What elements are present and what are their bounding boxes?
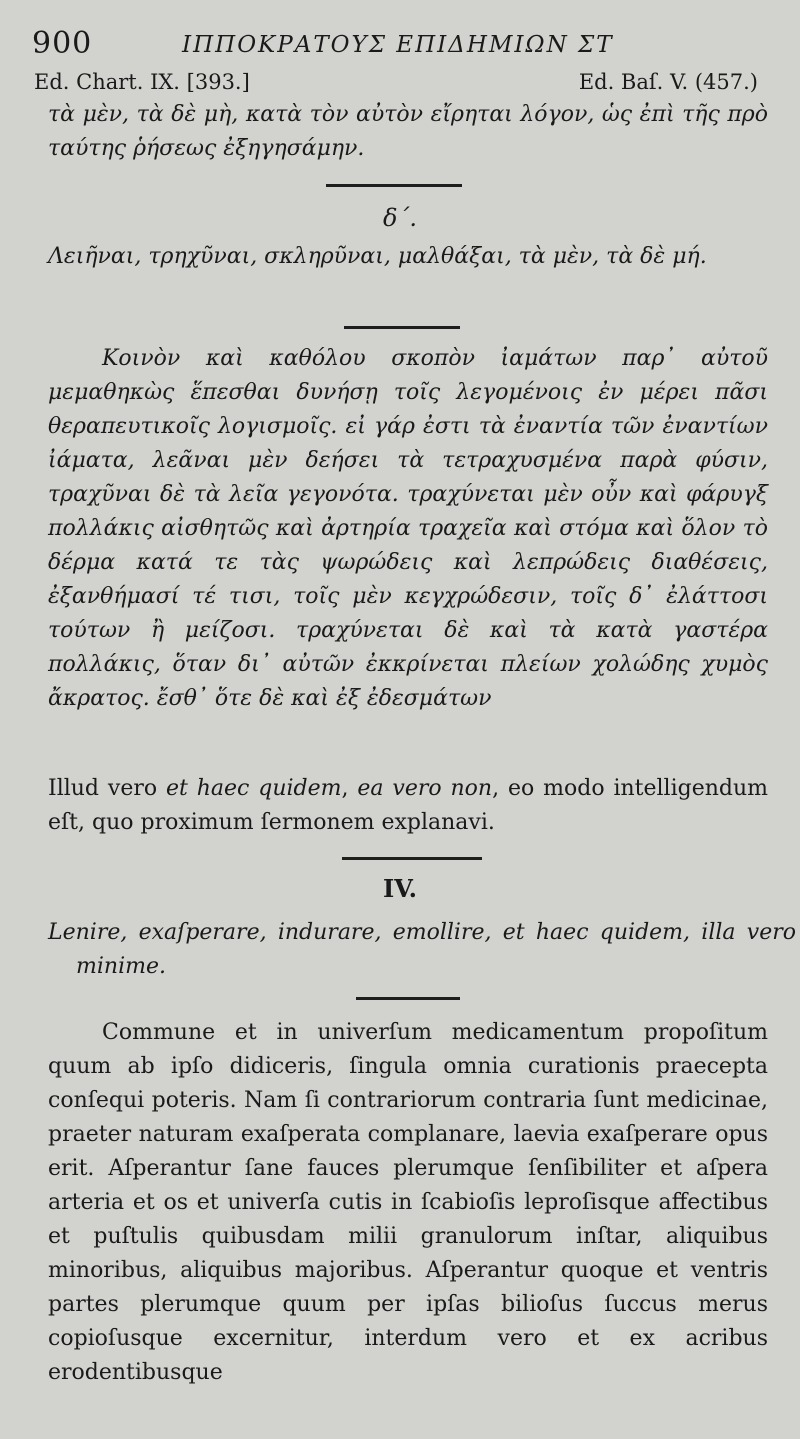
greek-aphorism: Λειῆναι, τρηχῦναι, σκληρῦναι, μαλθάξαι, τὰ μὲν, τὰ δὲ μή. [48,244,707,269]
latin-opening-text: Illud vero [48,776,166,801]
section-divider [326,184,462,187]
latin-aphorism: Lenire, exaſperare, indurare, emollire, et haec quidem, illa vero minime. [48,920,796,979]
page-header [32,26,760,66]
greek-section-number: δ΄. [382,204,418,232]
latin-opening-text: , eo modo intelligendum eſt, quo proximum ſermonem explanavi. [48,776,769,835]
latin-opening-text: , [341,776,358,801]
latin-commentary: Commune et in univerſum medicamentum propoſitum quum ab ipſo didiceris, ſingula omnia curationis praecepta conſequi poteris. Nam ſi contrariorum contraria ſunt medicinae, praeter naturam exaſperata complanare, laevia exaſperare opus erit. Aſperantur ſane fauces plerumque ſenſibiliter et aſpera arteria et os et univerſa cutis in ſcabioſis leproſisque affectibus et puſtulis quibusdam milii granulorum inſtar, aliquibus minoribus, aliquibus majoribus. Aſperantur quoque et ventris partes plerumque quum per ipſas bilioſus ſuccus merus copioſusque excernitur, interdum vero et ex acribus erodentibusque [48,1020,768,1385]
edition-reference-left: Ed. Chart. IX. [393.] [34,70,250,94]
page-number: 900 [32,26,93,61]
edition-reference-right: Ed. Baſ. V. (457.) [578,70,758,94]
latin-opening-emphasis: ea vero non [357,776,493,801]
section-divider [344,326,460,329]
latin-section-number: IV. [382,874,417,903]
section-divider [342,857,482,860]
running-title: ΙΠΠΟΚΡΑΤΟΥΣ ΕΠΙΔΗΜΙΩΝ ΣΤ [182,32,614,58]
latin-opening-paragraph [48,772,768,840]
latin-opening-emphasis: et haec quidem [166,776,342,801]
greek-commentary: Κοινὸν καὶ καθόλου σκοπὸν ἰαμάτων παρ᾽ αὐτοῦ μεμαθηκὼς ἕπεσθαι δυνήσῃ τοῖς λεγομένοις ἐν μέρει πᾶσι θεραπευτικοῖς λογισμοῖς. εἰ γάρ ἐστι τὰ ἐναντία τῶν ἐναντίων ἰάματα, λεᾶναι μὲν δεήσει τὰ τετραχυσμένα παρὰ φύσιν, τραχῦναι δὲ τὰ λεῖα γεγονότα. τραχύνεται μὲν οὖν καὶ φάρυγξ πολλάκις αἰσθητῶς καὶ ἀρτηρία τραχεῖα καὶ στόμα καὶ ὅλον τὸ δέρμα κατά τε τὰς ψωρώδεις καὶ λεπρώδεις διαθέσεις, ἐξανθήμασί τέ τισι, τοῖς μὲν κεγχρώδεσιν, τοῖς δ᾽ ἐλάττοσι τούτων ἢ μείζοσι. τραχύνεται δὲ καὶ τὰ κατὰ γαστέρα πολλάκις, ὅταν δι᾽ αὐτῶν ἐκκρίνεται πλείων χολώδης χυμὸς ἄκρατος. ἔσθ᾽ ὅτε δὲ καὶ ἐξ ἐδεσμάτων [48,346,768,711]
greek-opening-paragraph: τὰ μὲν, τὰ δὲ μὴ, κατὰ τὸν αὐτὸν εἴρηται λόγον, ὡς ἐπὶ τῆς πρὸ ταύτης ῥήσεως ἐξηγησάμην. [48,102,768,161]
section-divider [356,997,460,1000]
